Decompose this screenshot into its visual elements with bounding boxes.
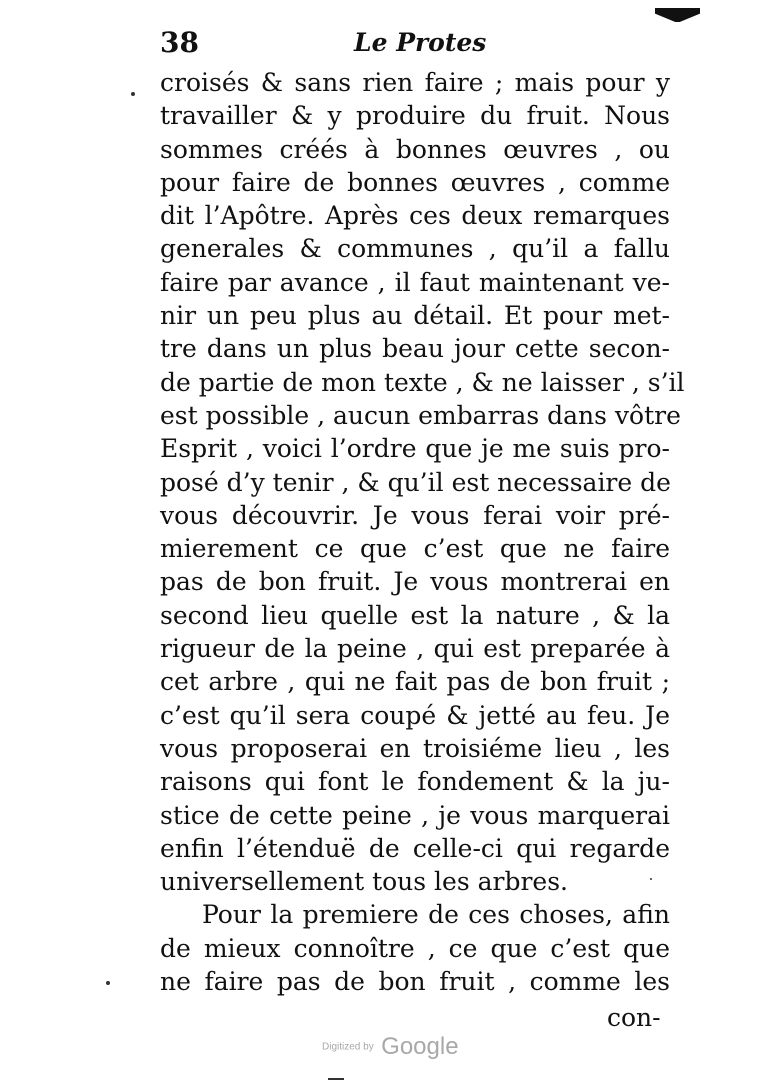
text-line: pour faire de bonnes œuvres , comme xyxy=(160,167,670,197)
text-line: faire par avance , il faut maintenant ve- xyxy=(160,267,670,297)
digitization-watermark xyxy=(322,1033,459,1061)
paragraph-first-line: Pour la premiere de ces choses, afin xyxy=(202,900,670,930)
running-head: Le Protes xyxy=(354,28,487,57)
body-text xyxy=(160,66,685,998)
text-line: de mieux connoître , ce que c’est que xyxy=(160,933,670,963)
text-line: c’est qu’il sera coupé & jetté au feu. Je xyxy=(160,700,670,730)
text-line: ne faire pas de bon fruit , comme les xyxy=(160,967,670,997)
ink-dash-mark xyxy=(328,1078,344,1080)
text-line: second lieu quelle est la nature , & la xyxy=(160,600,670,630)
text-line: vous découvrir. Je vous ferai voir pré- xyxy=(160,500,670,530)
text-line: cet arbre , qui ne fait pas de bon fruit ; xyxy=(160,667,670,697)
text-line: raisons qui font le fondement & la ju- xyxy=(160,767,670,797)
google-logo: Google xyxy=(381,1033,459,1060)
digitized-by-label: Digitized by xyxy=(322,1041,374,1053)
catchword: con- xyxy=(607,1003,661,1032)
text-line: dit l’Apôtre. Après ces deux remarques xyxy=(160,201,670,231)
text-line: est possible , aucun embarras dans vôtre xyxy=(160,400,681,430)
ink-speck xyxy=(106,981,110,985)
text-line: nir un peu plus au détail. Et pour met- xyxy=(160,301,670,331)
text-line: enfin l’étenduë de celle-ci qui regarde xyxy=(160,833,670,863)
text-line: stice de cette peine , je vous marquerai xyxy=(160,800,670,830)
ink-speck xyxy=(131,92,135,96)
text-line: Esprit , voici l’ordre que je me suis pro- xyxy=(160,434,670,464)
text-line: de partie de mon texte , & ne laisser , s’il xyxy=(160,367,685,397)
page-header xyxy=(160,26,680,66)
ink-corner-mark xyxy=(655,8,700,22)
text-line: pas de bon fruit. Je vous montrerai en xyxy=(160,567,670,597)
text-line: tre dans un plus beau jour cette secon- xyxy=(160,334,670,364)
text-line: universellement tous les arbres. xyxy=(160,867,568,897)
text-line: vous proposerai en troisiéme lieu , les xyxy=(160,733,670,763)
text-line: travailler & y produire du fruit. Nous xyxy=(160,101,670,131)
text-line: sommes créés à bonnes œuvres , ou xyxy=(160,134,670,164)
text-line: croisés & sans rien faire ; mais pour y xyxy=(160,68,670,97)
text-line: generales & communes , qu’il a fallu xyxy=(160,234,670,264)
ink-speck xyxy=(650,878,652,880)
text-line: mierement ce que c’est que ne faire xyxy=(160,534,670,564)
page-number: 38 xyxy=(160,26,199,59)
text-line: posé d’y tenir , & qu’il est necessaire de xyxy=(160,467,671,497)
text-line: rigueur de la peine , qui est preparée à xyxy=(160,634,670,664)
